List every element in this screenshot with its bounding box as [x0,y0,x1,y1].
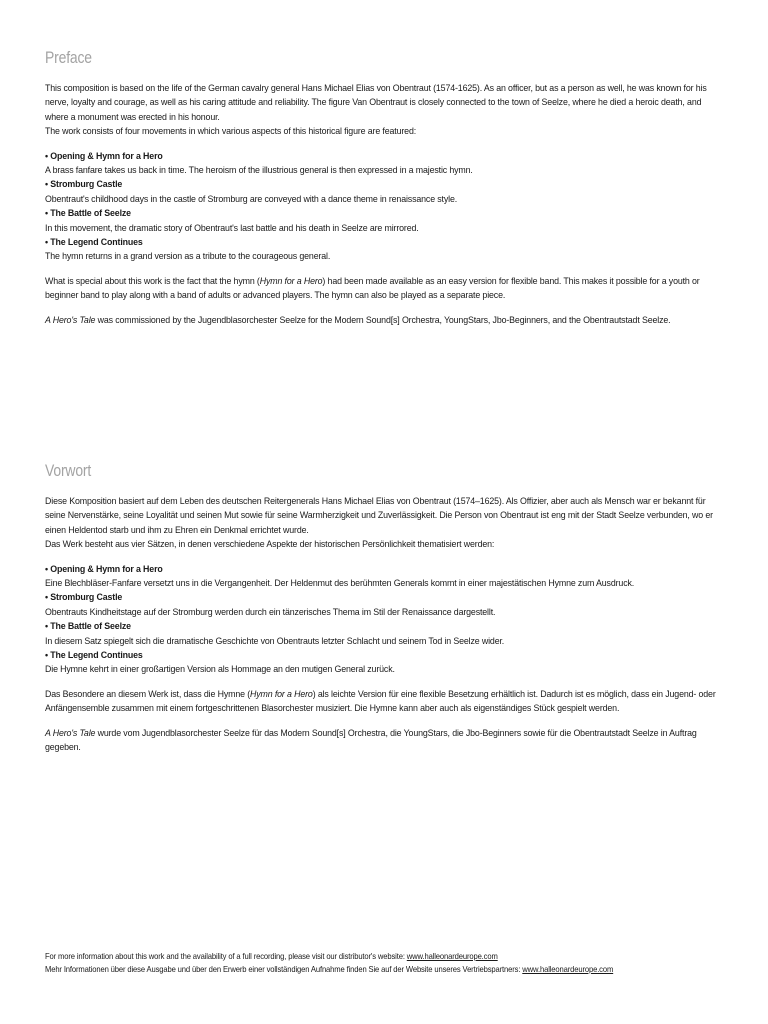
preface-intro: This composition is based on the life of the German cavalry general Hans Michael Elias von Obentraut (1574-1625). As an officer, but as a person as well, he was known for his nerve, loyalty and courage, as well as his caring attitude and reliability. The figure Van Obentraut is closely connected to the town of Seelze, where he died a heroic death, and where a monument was erected in his honour. [45,83,707,123]
preface-movement-4-desc: The hymn returns in a grand version as a tribute to the courageous general. [45,251,331,263]
footer-line-de [45,963,689,976]
vorwort-movement-3-desc: In diesem Satz spiegelt sich die dramatische Geschichte von Obentrauts letzter Schlacht und seinem Tod in Seelze wider. [45,635,505,647]
preface-commission-text: was commissioned by the Jugendblasorchester Seelze for the Modern Sound[s] Orchestra, YoungStars, Jbo-Beginners, and the Obentrautstadt Seelze. [95,314,671,326]
footer [45,950,689,976]
vorwort-commission-text: wurde vom Jugendblasorchester Seelze für das Modern Sound[s] Orchestra, die YoungStars, die Jbo-Beginners sowie für die Obentrautstadt Seelze in Auftrag gegeben. [45,727,697,754]
vorwort-movement-2-desc: Obentrauts Kindheitstage auf der Stromburg werden durch ein tänzerisches Thema im Stil der Renaissance dargestellt. [45,606,496,618]
vorwort-structure: Das Werk besteht aus vier Sätzen, in denen verschiedene Aspekte der historischen Persönlichkeit thematisiert werden: [45,539,495,551]
vorwort-movement-1-desc: Eine Blechbläser-Fanfare versetzt uns in die Vergangenheit. Der Heldenmut des berühmten Generals kommt in einer majestätischen Hymne zum Ausdruck. [45,578,635,590]
preface-structure: The work consists of four movements in which various aspects of this historical figure are featured: [45,126,417,138]
preface-movement-2-desc: Obentraut's childhood days in the castle of Stromburg are conveyed with a dance theme in renaissance style. [45,193,458,205]
vorwort-section [45,461,725,756]
preface-special-paragraph [45,275,725,304]
footer-line-en [45,950,689,963]
vorwort-special-text-a: Das Besondere an diesem Werk ist, dass die Hymne ( [45,688,250,700]
footer-en-text: For more information about this work and the availability of a full recording, please visit our distributor's website: [45,951,407,961]
preface-commission-title: A Hero's Tale [45,314,96,326]
vorwort-movement-4-title: • The Legend Continues [45,650,143,662]
preface-movement-1-title: • Opening & Hymn for a Hero [45,150,163,162]
preface-movement-3-title: • The Battle of Seelze [45,208,131,220]
vorwort-special-italic: Hymn for a Hero [249,688,313,700]
footer-de-link[interactable]: www.halleonardeurope.com [522,964,614,974]
vorwort-intro: Diese Komposition basiert auf dem Leben des deutschen Reitergenerals Hans Michael Elias von Obentraut (1574–1625). Als Offizier, aber auch als Mensch war er bekannt für seine Nervenstärke, seine Loyalität und seinen Mut sowie für seine Warmherzigkeit und Zuverlässigkeit. Die Person von Obentraut ist eng mit der Stadt Seelze verbunden, wo er einen Heldentod starb und ihm zu Ehren ein Denkmal errichtet wurde. [45,496,713,536]
preface-section [45,48,725,328]
preface-special-italic: Hymn for a Hero [259,275,323,287]
vorwort-movement-1-title: • Opening & Hymn for a Hero [45,563,163,575]
vorwort-movement-3-title: • The Battle of Seelze [45,621,131,633]
vorwort-special-paragraph [45,688,725,717]
vorwort-commission-title: A Hero's Tale [45,727,96,739]
vorwort-movement-4-desc: Die Hymne kehrt in einer großartigen Version als Hommage an den mutigen General zurück. [45,664,395,676]
vorwort-special-text-b: ) als leichte Version für eine flexible Besetzung erhältlich ist. Dadurch ist es möglich, dass ein Jugend- oder Anfängensemble zusammen mit einem fortgeschrittenen Blasorchester musiziert. Die Hymne kann aber auch als eigenständiges Stück gespielt werden. [45,688,716,715]
preface-movement-3-desc: In this movement, the dramatic story of Obentraut's last battle and his death in Seelze are mirrored. [45,222,419,234]
preface-commission-paragraph [45,314,725,328]
preface-movement-4-title: • The Legend Continues [45,237,143,249]
preface-heading: Preface [45,48,92,67]
preface-movement-1-desc: A brass fanfare takes us back in time. The heroism of the illustrious general is then expressed in a majestic hymn. [45,165,473,177]
preface-movement-2-title: • Stromburg Castle [45,179,123,191]
vorwort-commission-paragraph [45,727,725,756]
preface-special-text-a: What is special about this work is the fact that the hymn ( [45,275,260,287]
footer-en-link[interactable]: www.halleonardeurope.com [406,951,498,961]
vorwort-movement-2-title: • Stromburg Castle [45,592,123,604]
vorwort-heading: Vorwort [45,461,92,480]
footer-de-text: Mehr Informationen über diese Ausgabe und über den Erwerb einer vollständigen Aufnahme finden Sie auf der Website unseres Vertriebspartners: [45,964,523,974]
preface-special-text-b: ) had been made available as an easy version for flexible band. This makes it possible for a youth or beginner band to play along with a band of adults or advanced players. The hymn can also be played as a separate piece. [45,275,700,302]
